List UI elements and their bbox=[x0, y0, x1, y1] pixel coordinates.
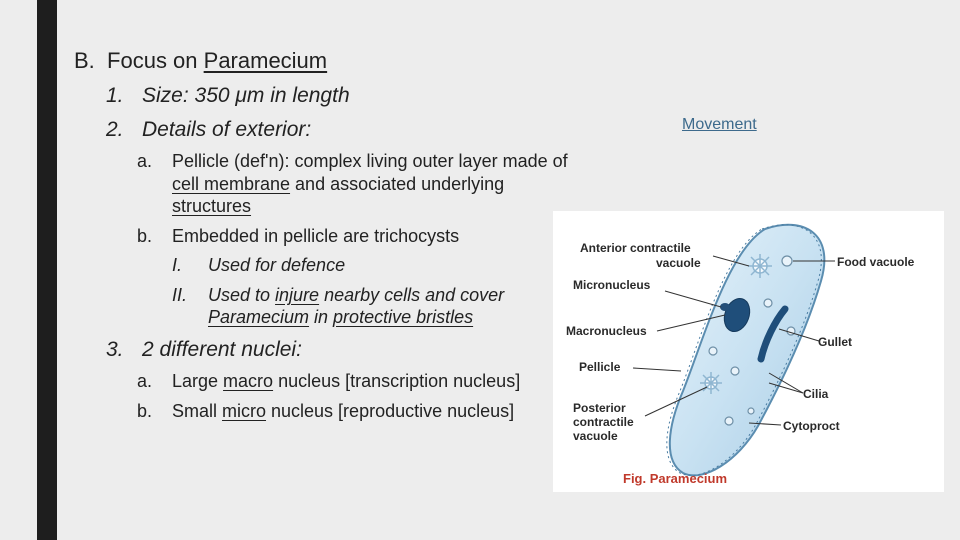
protective-bristles-term: protective bristles bbox=[333, 307, 474, 327]
section-heading bbox=[74, 48, 327, 74]
label-posterior-line2: contractile bbox=[573, 415, 634, 429]
label-posterior-line1: Posterior bbox=[573, 401, 626, 415]
macro-term: macro bbox=[223, 371, 274, 391]
item-macro-marker: a. bbox=[137, 371, 153, 391]
item-micro-post: nucleus [reproductive nucleus] bbox=[266, 401, 515, 421]
heading-prefix: Focus on bbox=[107, 48, 204, 73]
item-macro-pre: Large bbox=[172, 371, 224, 391]
item-pellicle-marker: a. bbox=[137, 151, 153, 171]
item-nuclei-text: 2 different nuclei: bbox=[142, 338, 302, 361]
label-gullet: Gullet bbox=[818, 335, 853, 349]
item-trichocysts bbox=[137, 226, 459, 247]
micronucleus bbox=[720, 303, 730, 311]
item-exterior-text: Details of exterior: bbox=[142, 118, 312, 141]
item-injure-pre: Used to bbox=[208, 285, 276, 305]
item-micro bbox=[137, 401, 514, 422]
figure-caption: Fig. Paramecium bbox=[623, 471, 728, 486]
structures-term: structures bbox=[172, 196, 252, 216]
movement-link[interactable]: Movement bbox=[682, 116, 757, 133]
label-cytoproct: Cytoproct bbox=[783, 419, 840, 433]
item-defence-marker: I. bbox=[172, 255, 183, 275]
label-anterior-line2: vacuole bbox=[656, 256, 701, 270]
item-micro-pre: Small bbox=[172, 401, 223, 421]
item-trichocysts-text: Embedded in pellicle are trichocysts bbox=[172, 226, 460, 246]
item-size-marker: 1. bbox=[106, 84, 124, 107]
item-size-text: Size: 350 μm in length bbox=[142, 84, 350, 107]
paramecium-term: Paramecium bbox=[208, 307, 310, 327]
item-macro-post: nucleus [transcription nucleus] bbox=[273, 371, 521, 391]
item-pellicle-text: Pellicle (def'n): complex living outer layer made of bbox=[172, 151, 568, 171]
label-macronucleus: Macronucleus bbox=[566, 324, 647, 338]
cell-membrane-term: cell membrane bbox=[172, 174, 291, 194]
label-food-vacuole: Food vacuole bbox=[837, 255, 915, 269]
item-pellicle-line3 bbox=[172, 196, 251, 217]
item-injure-marker: II. bbox=[172, 285, 188, 305]
label-micronucleus: Micronucleus bbox=[573, 278, 651, 292]
posterior-contractile-vacuole bbox=[700, 372, 722, 394]
item-injure-line2 bbox=[208, 307, 473, 328]
label-pellicle: Pellicle bbox=[579, 360, 621, 374]
item-pellicle-line1 bbox=[137, 151, 568, 172]
paramecium-figure bbox=[553, 211, 944, 492]
item-macro bbox=[137, 371, 520, 392]
item-pellicle-line2 bbox=[172, 174, 504, 195]
label-posterior-line3: vacuole bbox=[573, 429, 618, 443]
left-accent-bar bbox=[37, 0, 57, 540]
injure-term: injure bbox=[275, 285, 320, 305]
item-trichocysts-marker: b. bbox=[137, 226, 153, 246]
item-pellicle-line2-text: and associated underlying bbox=[290, 174, 505, 194]
label-cilia: Cilia bbox=[803, 387, 829, 401]
item-nuclei bbox=[106, 338, 302, 362]
item-defence bbox=[172, 255, 345, 276]
item-defence-text: Used for defence bbox=[208, 255, 346, 275]
heading-marker: B. bbox=[74, 48, 95, 73]
micro-term: micro bbox=[222, 401, 267, 421]
item-injure-line1 bbox=[172, 285, 504, 306]
heading-topic: Paramecium bbox=[203, 48, 328, 73]
label-anterior-line1: Anterior contractile bbox=[580, 241, 691, 255]
paramecium-diagram bbox=[553, 211, 944, 492]
item-nuclei-marker: 3. bbox=[106, 338, 124, 361]
item-injure-post: nearby cells and cover bbox=[319, 285, 505, 305]
item-injure-mid: in bbox=[309, 307, 334, 327]
item-micro-marker: b. bbox=[137, 401, 153, 421]
item-size bbox=[106, 84, 350, 108]
anterior-contractile-vacuole bbox=[748, 254, 772, 278]
item-exterior bbox=[106, 118, 311, 142]
item-exterior-marker: 2. bbox=[106, 118, 124, 141]
